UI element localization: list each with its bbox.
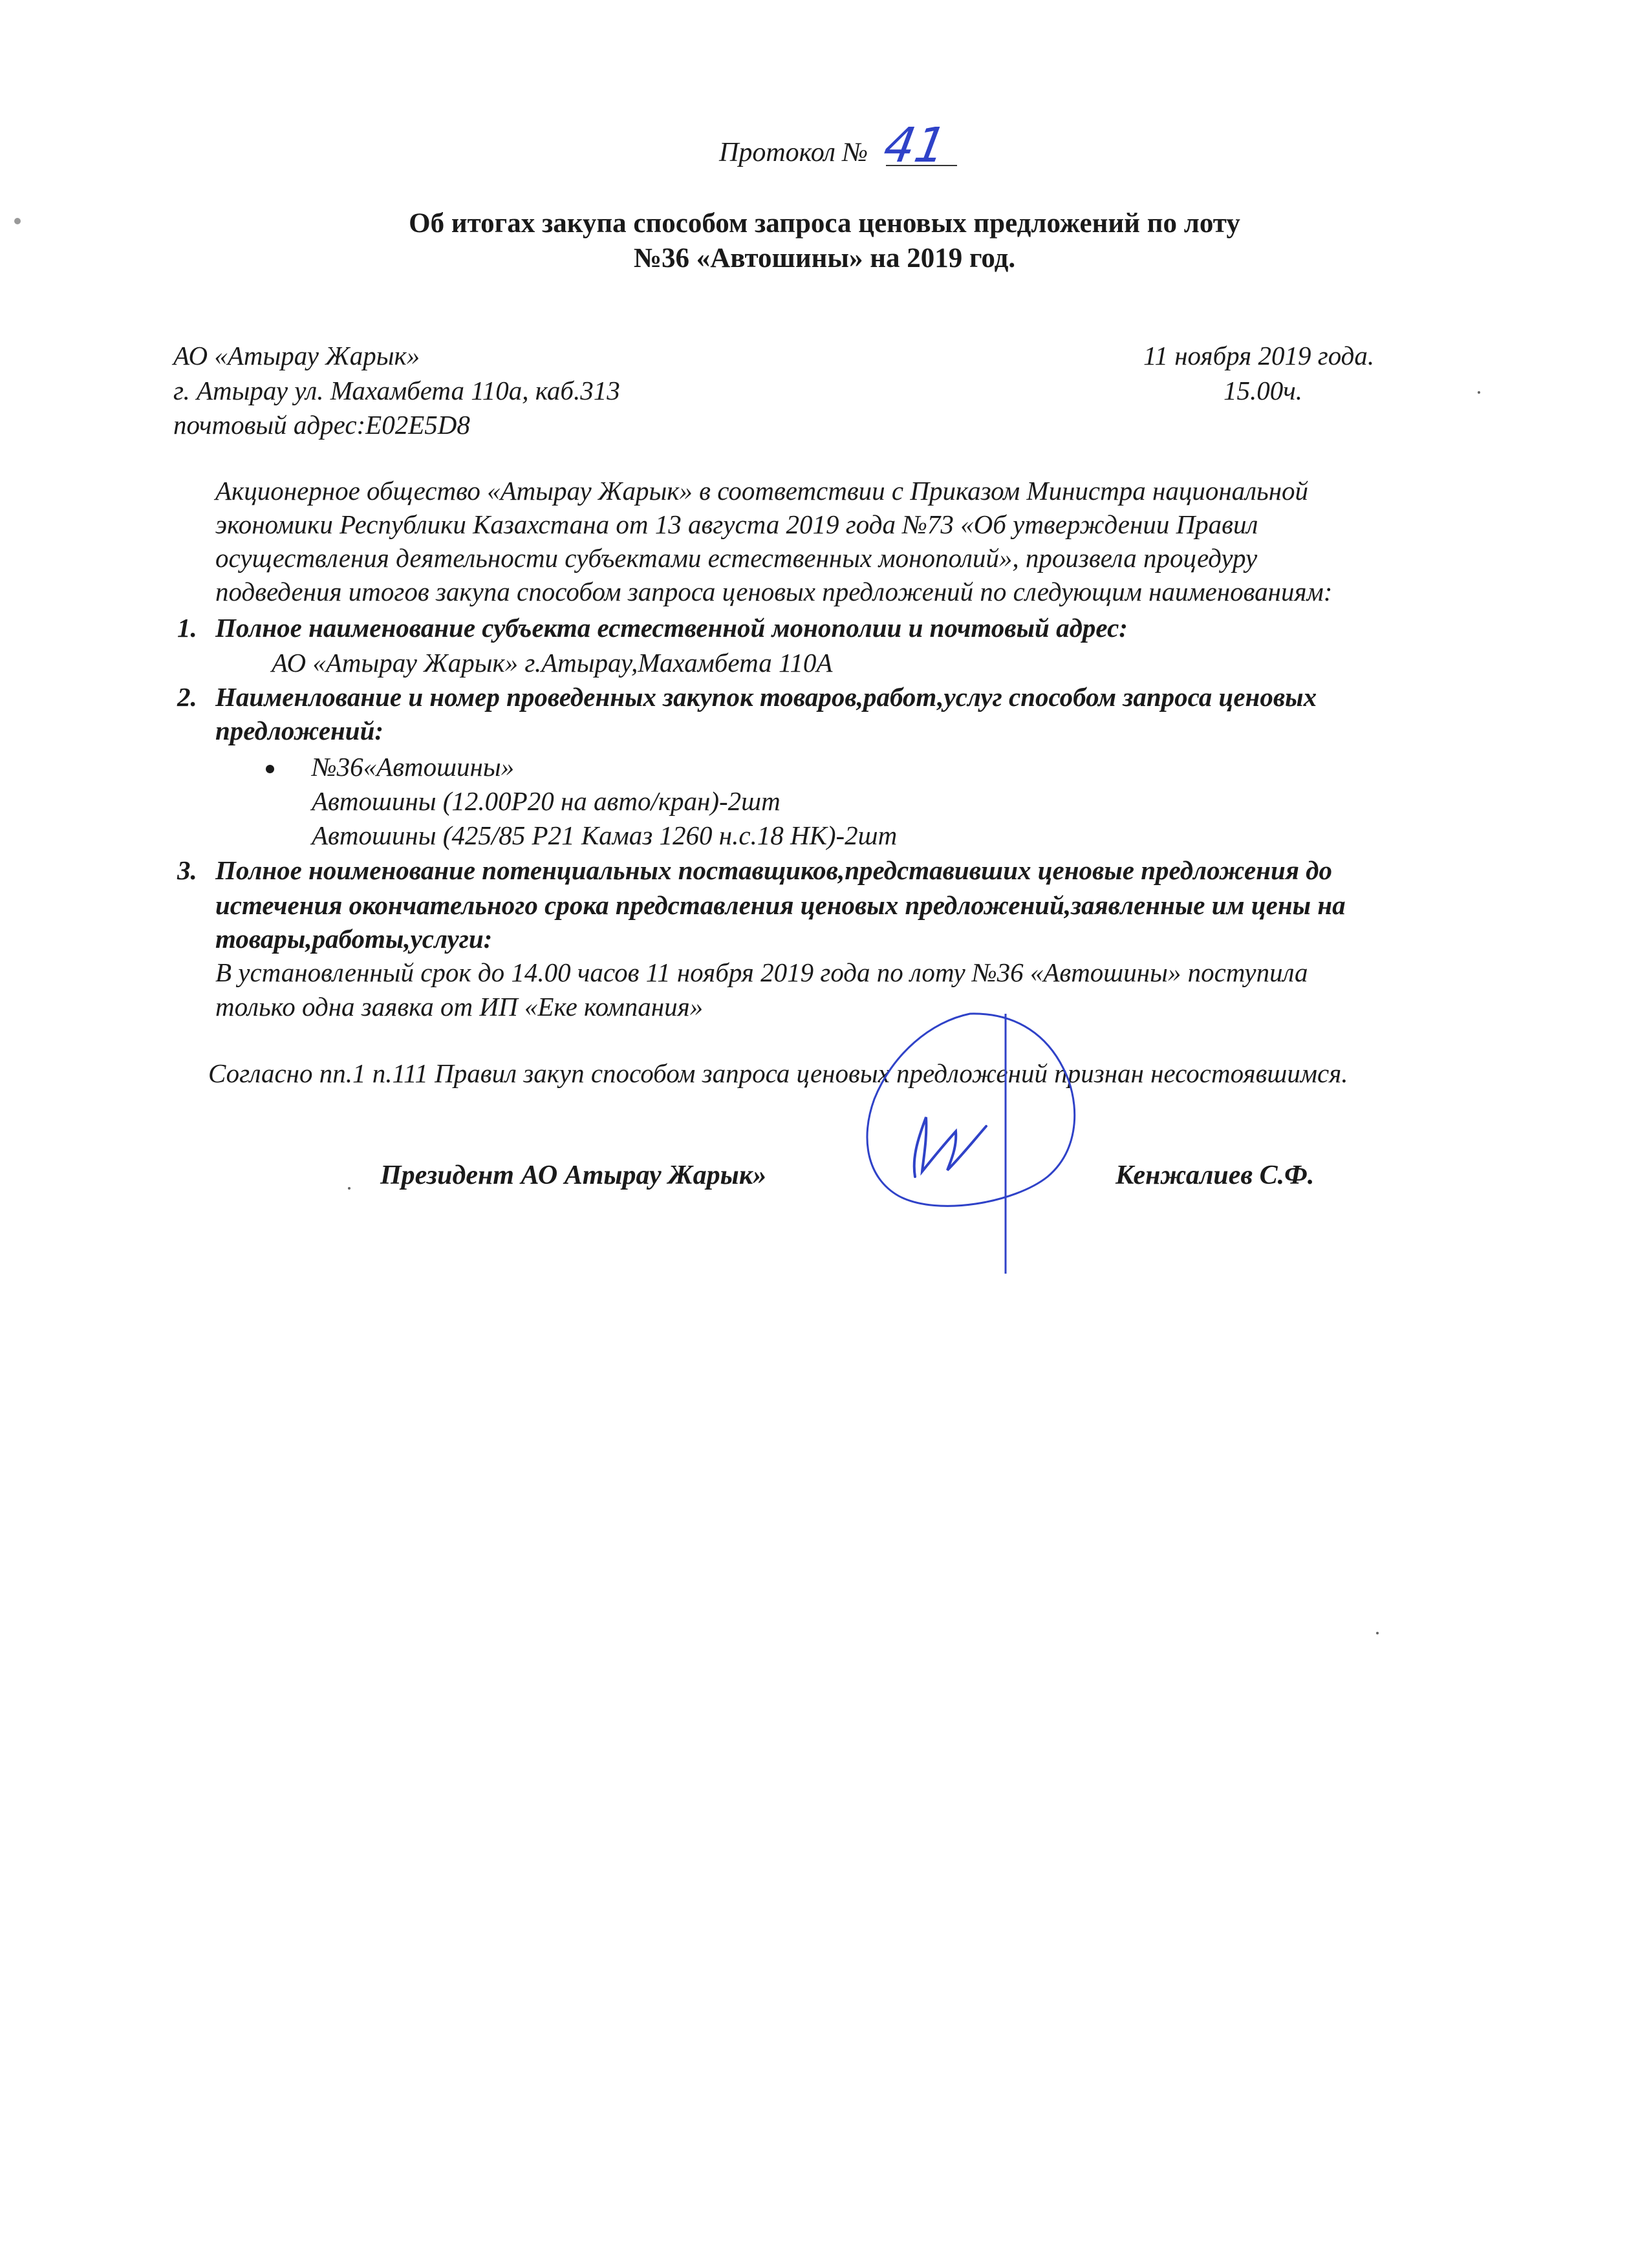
- item3-text-line: В установленный срок до 14.00 часов 11 ноября 2019 года по лоту №36 «Автошины» поступила: [215, 957, 1308, 987]
- org-postal-address: почтовый адрес:E02E5D8: [173, 410, 470, 440]
- item2-heading-line1: Наименлование и номер проведенных закупок товаров,работ,услуг способом запроса ценовых: [215, 682, 1317, 712]
- item3-heading-line: товары,работы,услуги:: [215, 924, 493, 954]
- signer-name: Кенжалиев С.Ф.: [1116, 1161, 1315, 1190]
- item1-number: 1.: [177, 613, 197, 643]
- item1-heading: Полное наименование субъекта естественной монополии и почтовый адрес:: [215, 613, 1128, 643]
- item2-number: 2.: [177, 682, 197, 712]
- item3-text-line: только одна заявка от ИП «Еке компания»: [215, 992, 704, 1022]
- conclusion-text: Согласно пп.1 п.111 Правил закуп способом запроса ценовых предложений признан несостоявшимся.: [208, 1058, 1348, 1088]
- protocol-number-underline: [886, 165, 957, 166]
- item2-position: Автошины (12.00Р20 на авто/кран)-2шт: [312, 786, 781, 816]
- bullet-icon: [266, 765, 274, 773]
- org-name: АО «Атырау Жарык»: [173, 341, 420, 370]
- item2-lot: №36«Автошины»: [312, 752, 515, 782]
- item3-number: 3.: [177, 855, 197, 885]
- document-title-line2: №36 «Автошины» на 2019 год.: [633, 243, 1016, 273]
- document-title-line1: Об итогах закупа способом запроса ценовых предложений по лоту: [409, 208, 1240, 239]
- protocol-number-handwritten: 41: [879, 118, 951, 173]
- item1-value: АО «Атырау Жарык» г.Атырау,Махамбета 110А: [272, 648, 833, 678]
- intro-line: осуществления деятельности субъектами естественных монополий», произвела процедуру: [215, 543, 1258, 573]
- item2-position: Автошины (425/85 Р21 Камаз 1260 н.с.18 НК)-2шт: [312, 820, 898, 850]
- handwritten-signature: [854, 1009, 1125, 1293]
- item3-heading-line: Полное ноименование потенциальных поставщиков,представивших ценовые предложения до: [215, 855, 1333, 885]
- intro-line: подведения итогов закупа способом запроса ценовых предложений по следующим наименованиям:: [215, 577, 1333, 606]
- protocol-label: Протокол №: [719, 138, 868, 167]
- scan-speck: [14, 218, 21, 224]
- signer-title: Президент АО Атырау Жарык»: [380, 1161, 767, 1190]
- scan-speck: [348, 1187, 350, 1190]
- intro-line: Акционерное общество «Атырау Жарык» в соответствии с Приказом Министра национальной: [215, 476, 1309, 506]
- scan-speck: [1478, 391, 1480, 394]
- intro-line: экономики Республики Казахстана от 13 августа 2019 года №73 «Об утверждении Правил: [215, 509, 1258, 539]
- document-date: 11 ноября 2019 года.: [1143, 341, 1375, 370]
- org-address: г. Атырау ул. Махамбета 110а, каб.313: [173, 376, 620, 405]
- document-time: 15.00ч.: [1223, 376, 1303, 405]
- item2-heading-line2: предложений:: [215, 716, 384, 745]
- item3-heading-line: истечения окончательного срока представления ценовых предложений,заявленные им цены на: [215, 890, 1346, 920]
- scan-speck: [1376, 1632, 1379, 1634]
